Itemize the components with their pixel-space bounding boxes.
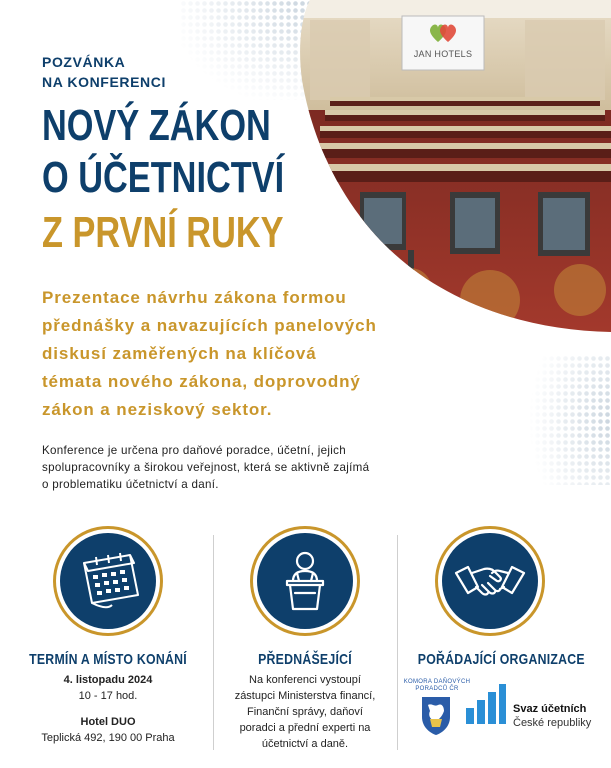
- jan-hotels-sign-text: JAN HOTELS: [413, 49, 473, 59]
- speakers-circle: [257, 533, 353, 629]
- speakers-line: zástupci Ministerstva financí,: [234, 690, 376, 702]
- lead-line: diskusí zaměřených na klíčová: [42, 344, 317, 363]
- event-venue: Hotel DUO: [80, 716, 136, 728]
- organizers-circle: [442, 533, 538, 629]
- lead-line: Prezentace návrhu zákona formou: [42, 288, 347, 307]
- term-heading: TERMÍN A MÍSTO KONÁNÍ: [29, 651, 187, 668]
- halftone-dots-right: [520, 355, 611, 485]
- title-line-1: NOVÝ ZÁKON: [42, 101, 271, 150]
- invitation-kicker: [42, 52, 166, 92]
- svaz-text: [513, 702, 591, 730]
- title-line-3: Z PRVNÍ RUKY: [42, 208, 284, 257]
- speakers-line: Na konferenci vystoupí: [249, 674, 361, 686]
- hotel-hearts-icon: [428, 22, 458, 44]
- event-date: 4. listopadu 2024: [63, 674, 153, 686]
- calendar-circle: [60, 533, 156, 629]
- description-paragraph: [42, 442, 472, 493]
- calendar-icon: [60, 533, 156, 629]
- speaker-podium-icon: [257, 533, 353, 629]
- conference-hall-photo: [290, 0, 611, 332]
- lead-line: témata nového zákona, doprovodný: [42, 372, 361, 391]
- komora-text: KOMORA DAŇOVÝCH PORADCŮ ČR: [403, 679, 471, 692]
- svaz-name-line1: Svaz účetních: [513, 703, 587, 715]
- column-divider: [397, 535, 398, 750]
- kicker-line: NA KONFERENCI: [42, 74, 166, 90]
- description-line: Konference je určena pro daňové poradce, účetní, jejich: [42, 444, 346, 457]
- speakers-heading: PŘEDNÁŠEJÍCÍ: [258, 651, 352, 668]
- svaz-logo-bars-icon: [466, 682, 506, 726]
- title-line-2: O ÚČETNICTVÍ: [42, 153, 285, 202]
- komora-logo: [403, 679, 471, 745]
- term-details: [10, 672, 206, 746]
- speakers-details: [215, 672, 395, 752]
- speakers-line: Finanční správy, daňoví: [247, 706, 363, 718]
- kicker-line: POZVÁNKA: [42, 54, 126, 70]
- lead-line: zákon a neziskový sektor.: [42, 400, 273, 419]
- description-line: o problematiku účetnictví a daní.: [42, 478, 219, 491]
- svaz-name-line2: České republiky: [513, 717, 592, 729]
- description-line: spolupracovníky a širokou veřejnost, která se aktivně zajímá: [42, 461, 370, 474]
- speakers-line: poradci a přední experti na: [239, 722, 371, 734]
- event-time: 10 - 17 hod.: [78, 690, 138, 702]
- column-divider: [213, 535, 214, 750]
- lead-line: přednášky a navazujících panelových: [42, 316, 377, 335]
- lead-paragraph: [42, 284, 462, 424]
- event-address: Teplická 492, 190 00 Praha: [41, 732, 175, 744]
- organizers-heading: POŘÁDAJÍCÍ ORGANIZACE: [417, 651, 585, 668]
- jan-hotels-sign: [406, 22, 480, 59]
- handshake-icon: [442, 533, 538, 629]
- speakers-line: účetnictví a daně.: [261, 738, 349, 750]
